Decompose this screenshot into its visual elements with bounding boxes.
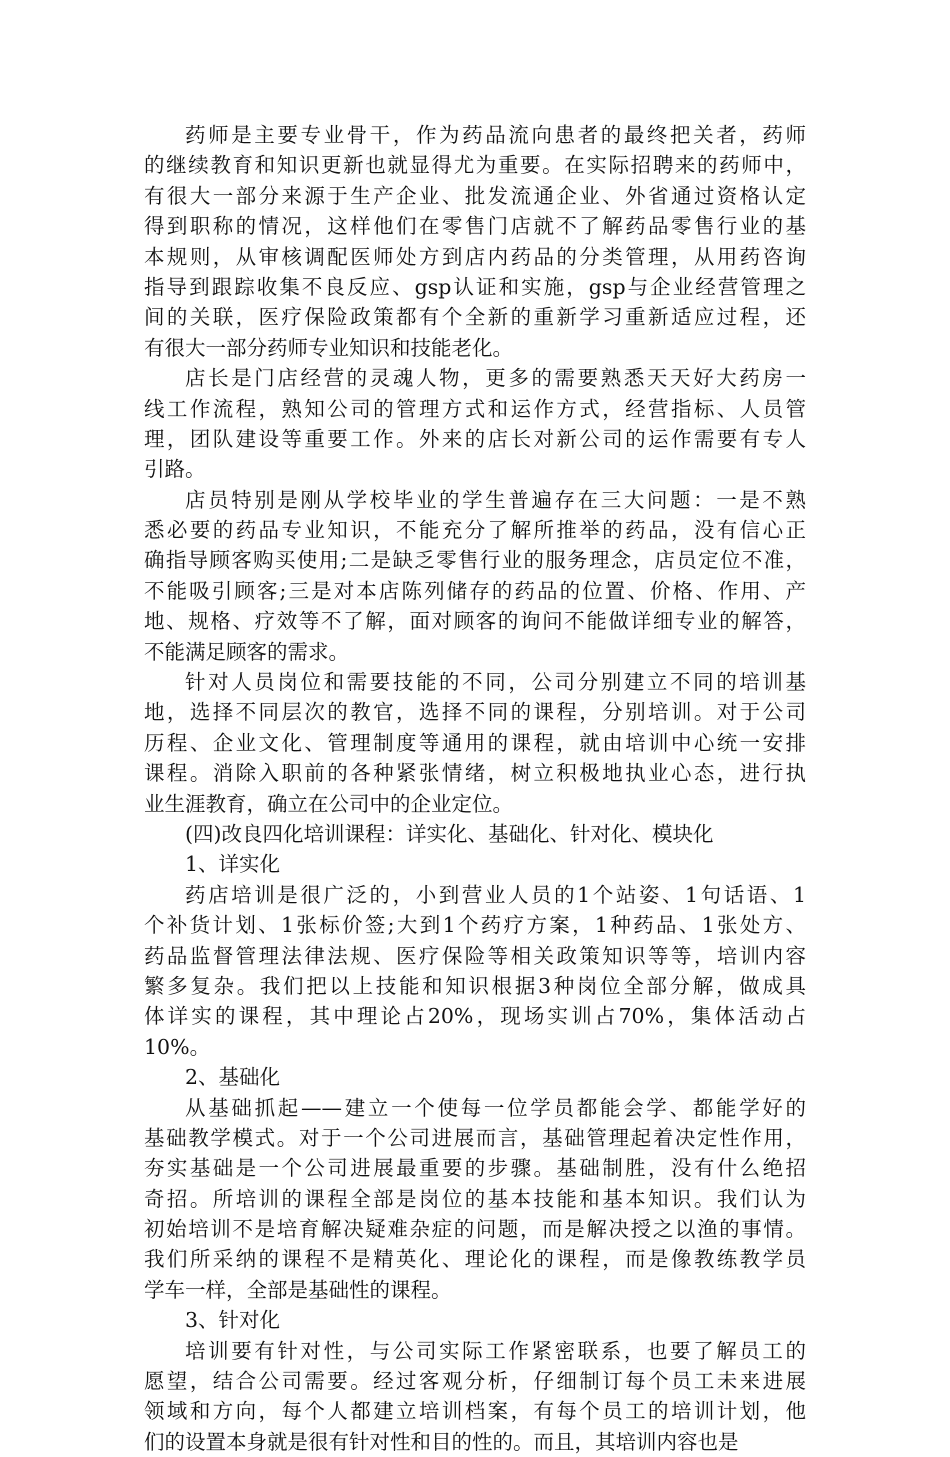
text-line: 课程。消除入职前的各种紧张情绪，树立积极地执业心态，进行执 [144, 761, 806, 786]
section-heading: (四)改良四化培训课程：详实化、基础化、针对化、模块化 [185, 821, 714, 846]
text-line: 线工作流程，熟知公司的管理方式和运作方式，经营指标、人员管 [144, 396, 806, 421]
text-line: 不能吸引顾客;三是对本店陈列储存的药品的位置、价格、作用、产 [144, 578, 806, 603]
text-line: 初始培训不是培育解决疑难杂症的问题，而是解决授之以渔的事情。 [144, 1217, 806, 1242]
text-line: 繁多复杂。我们把以上技能和知识根据3种岗位全部分解，做成具 [144, 973, 806, 998]
document-page [144, 120, 806, 1457]
text-line: 不能满足顾客的需求。 [144, 639, 349, 664]
body-paragraph [144, 363, 806, 485]
section-heading: 1、详实化 [185, 852, 281, 877]
section-heading: 3、针对化 [185, 1308, 281, 1333]
text-line: 地，选择不同层次的教官，选择不同的课程，分别培训。对于公司 [144, 700, 806, 725]
text-line: 间的关联，医疗保险政策都有个全新的重新学习重新适应过程，还 [144, 305, 806, 330]
body-paragraph [144, 880, 806, 1062]
text-line: 体详实的课程，其中理论占20%，现场实训占70%，集体活动占 [144, 1004, 806, 1029]
text-line: 历程、企业文化、管理制度等通用的课程，就由培训中心统一安排 [144, 730, 806, 755]
text-line: 得到职称的情况，这样他们在零售门店就不了解药品零售行业的基 [144, 214, 806, 239]
text-line: 们的设置本身就是很有针对性和目的性的。而且，其培训内容也是 [144, 1429, 739, 1454]
body-paragraph [144, 485, 806, 667]
text-line: 个补货计划、1张标价签;大到1个药疗方案，1种药品、1张处方、 [144, 913, 806, 938]
text-line: 店员特别是刚从学校毕业的学生普遍存在三大问题：一是不熟 [185, 487, 806, 512]
text-line: 地、规格、疗效等不了解，面对顾客的询问不能做详细专业的解答， [144, 609, 806, 634]
text-line: 基础教学模式。对于一个公司进展而言，基础管理起着决定性作用， [144, 1125, 806, 1150]
section-heading: 2、基础化 [185, 1065, 281, 1090]
text-line: 学车一样，全部是基础性的课程。 [144, 1277, 452, 1302]
text-line: 指导到跟踪收集不良反应、gsp认证和实施，gsp与企业经营管理之 [144, 274, 806, 299]
body-paragraph [144, 667, 806, 819]
text-line: 我们所采纳的课程不是精英化、理论化的课程，而是像教练教学员 [144, 1247, 806, 1272]
text-line: 有很大一部分药师专业知识和技能老化。 [144, 335, 513, 360]
text-line: 药店培训是很广泛的，小到营业人员的1个站姿、1句话语、1 [185, 882, 806, 907]
text-line: 愿望，结合公司需要。经过客观分析，仔细制订每个员工未来进展 [144, 1369, 806, 1394]
text-line: 针对人员岗位和需要技能的不同，公司分别建立不同的培训基 [185, 670, 806, 695]
text-line: 从基础抓起——建立一个使每一位学员都能会学、都能学好的 [185, 1095, 806, 1120]
text-line: 10%。 [144, 1034, 211, 1059]
text-line: 引路。 [144, 457, 206, 482]
body-paragraph [144, 1336, 806, 1457]
text-line: 本规则，从审核调配医师处方到店内药品的分类管理，从用药咨询 [144, 244, 806, 269]
text-line: 奇招。所培训的课程全部是岗位的基本技能和基本知识。我们认为 [144, 1186, 806, 1211]
text-line: 店长是门店经营的灵魂人物，更多的需要熟悉天天好大药房一 [185, 366, 806, 391]
text-line: 确指导顾客购买使用;二是缺乏零售行业的服务理念，店员定位不准， [144, 548, 806, 573]
text-line: 药品监督管理法律法规、医疗保险等相关政策知识等等，培训内容 [144, 943, 806, 968]
text-line: 有很大一部分来源于生产企业、批发流通企业、外省通过资格认定 [144, 183, 806, 208]
text-line: 悉必要的药品专业知识，不能充分了解所推举的药品，没有信心正 [144, 518, 806, 543]
text-line: 领域和方向，每个人都建立培训档案，有每个员工的培训计划，他 [144, 1399, 806, 1424]
text-line: 理，团队建设等重要工作。外来的店长对新公司的运作需要有专人 [144, 426, 806, 451]
text-line: 的继续教育和知识更新也就显得尤为重要。在实际招聘来的药师中， [144, 153, 806, 178]
body-paragraph [144, 120, 806, 363]
text-line: 业生涯教育，确立在公司中的企业定位。 [144, 791, 513, 816]
text-line: 培训要有针对性，与公司实际工作紧密联系，也要了解员工的 [185, 1338, 806, 1363]
body-paragraph [144, 1093, 806, 1306]
text-line: 夯实基础是一个公司进展最重要的步骤。基础制胜，没有什么绝招 [144, 1156, 806, 1181]
text-line: 药师是主要专业骨干，作为药品流向患者的最终把关者，药师 [185, 123, 806, 147]
